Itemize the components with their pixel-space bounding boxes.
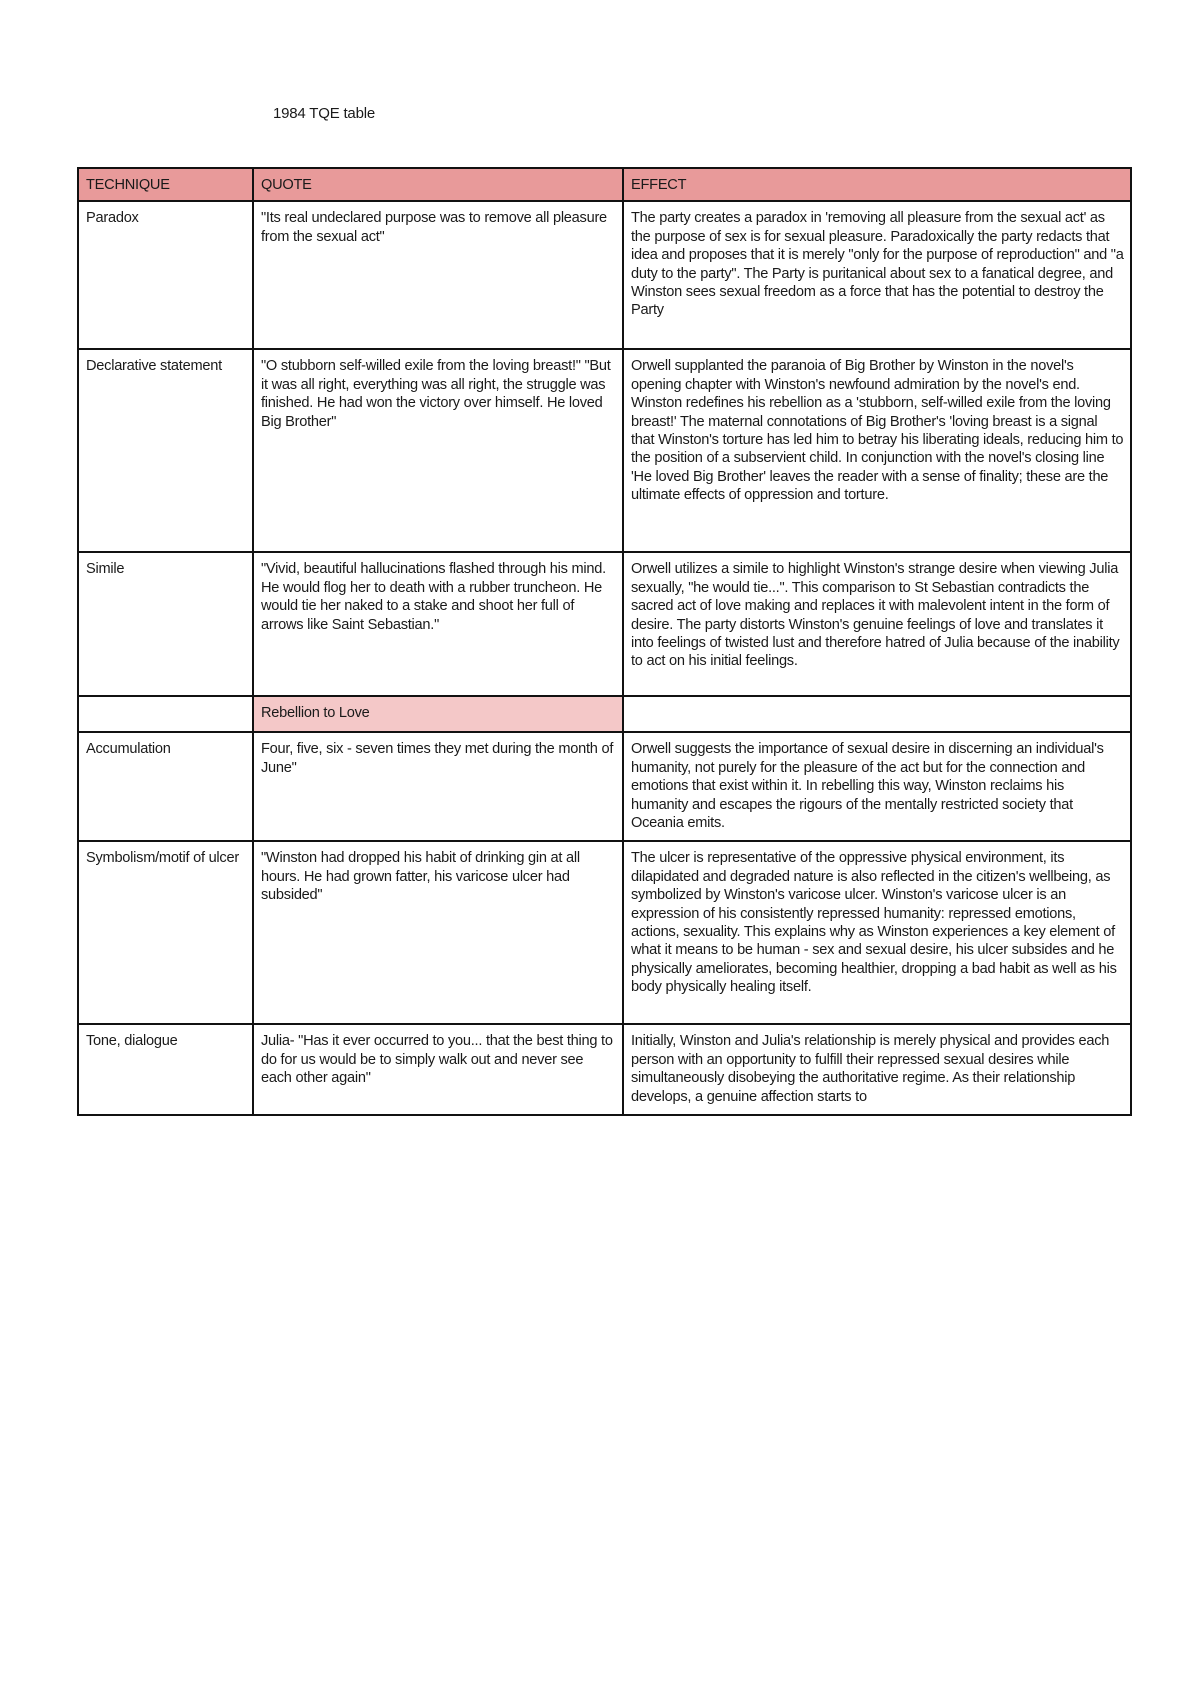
section-effect-cell (623, 696, 1131, 732)
technique-cell: Declarative statement (78, 349, 253, 552)
quote-cell: Julia- "Has it ever occurred to you... that the best thing to do for us would be to simply walk out and never see each other again" (253, 1024, 623, 1115)
effect-cell: Orwell supplanted the paranoia of Big Brother by Winston in the novel's opening chapter with Winston's newfound admiration by the novel's end. Winston redefines his rebellion as a 'stubborn, self-willed exile from the loving breast!' The maternal connotations of Big Brother's 'loving breast is a signal that Winston's torture has led him to betray his liberating ideals, reducing him to the position of a subservient child. In conjunction with the novel's closing line 'He loved Big Brother' leaves the reader with a sense of finality; these are the ultimate effects of oppression and torture. (623, 349, 1131, 552)
table-row (78, 552, 1131, 696)
section-heading: Rebellion to Love (253, 696, 623, 732)
header-quote: QUOTE (253, 168, 623, 201)
effect-cell: The party creates a paradox in 'removing all pleasure from the sexual act' as the purpose of sex is for sexual pleasure. Paradoxically the party redacts that idea and proposes that it is merely "only for the purpose of reproduction" and "a duty to the party". The Party is puritanical about sex to a fanatical degree, and Winston sees sexual freedom as a force that has the potential to destroy the Party (623, 201, 1131, 349)
section-technique-cell (78, 696, 253, 732)
quote-cell: "Its real undeclared purpose was to remove all pleasure from the sexual act" (253, 201, 623, 349)
table-header-row (78, 168, 1131, 201)
table-row (78, 1024, 1131, 1115)
effect-cell: The ulcer is representative of the oppressive physical environment, its dilapidated and degraded nature is also reflected in the citizen's wellbeing, as symbolized by Winston's varicose ulcer. Winston's varicose ulcer is an expression of his consistently repressed humanity: repressed emotions, actions, sexuality. This explains why as Winston experiences a key element of what it means to be human - sex and sexual desire, his ulcer subsides and he physically ameliorates, becoming healthier, dropping a bad habit as well as his body physically healing itself. (623, 841, 1131, 1024)
technique-cell: Accumulation (78, 732, 253, 841)
section-row (78, 696, 1131, 732)
effect-cell: Initially, Winston and Julia's relationship is merely physical and provides each person with an opportunity to fulfill their repressed sexual desires while simultaneously disobeying the authoritative regime. As their relationship develops, a genuine affection starts to (623, 1024, 1131, 1115)
header-technique: TECHNIQUE (78, 168, 253, 201)
quote-cell: "Winston had dropped his habit of drinking gin at all hours. He had grown fatter, his varicose ulcer had subsided" (253, 841, 623, 1024)
technique-cell: Paradox (78, 201, 253, 349)
table-row (78, 349, 1131, 552)
table-row (78, 732, 1131, 841)
technique-cell: Tone, dialogue (78, 1024, 253, 1115)
tqe-table (77, 167, 1132, 1116)
page-title: 1984 TQE table (273, 105, 375, 122)
header-effect: EFFECT (623, 168, 1131, 201)
quote-cell: "O stubborn self-willed exile from the loving breast!" "But it was all right, everything was all right, the struggle was finished. He had won the victory over himself. He loved Big Brother" (253, 349, 623, 552)
table-row (78, 841, 1131, 1024)
quote-cell: "Vivid, beautiful hallucinations flashed through his mind. He would flog her to death with a rubber truncheon. He would tie her naked to a stake and shoot her full of arrows like Saint Sebastian." (253, 552, 623, 696)
effect-cell: Orwell suggests the importance of sexual desire in discerning an individual's humanity, not purely for the pleasure of the act but for the connection and emotions that exist within it. In rebelling this way, Winston reclaims his humanity and escapes the rigours of the mentally restricted society that Oceania emits. (623, 732, 1131, 841)
effect-cell: Orwell utilizes a simile to highlight Winston's strange desire when viewing Julia sexually, "he would tie...". This comparison to St Sebastian contradicts the sacred act of love making and replaces it with malevolent intent in the form of desire. The party distorts Winston's genuine feelings of love and translates it into feelings of twisted lust and therefore hatred of Julia because of the inability to act on his initial feelings. (623, 552, 1131, 696)
technique-cell: Symbolism/motif of ulcer (78, 841, 253, 1024)
table-row (78, 201, 1131, 349)
technique-cell: Simile (78, 552, 253, 696)
quote-cell: Four, five, six - seven times they met during the month of June" (253, 732, 623, 841)
